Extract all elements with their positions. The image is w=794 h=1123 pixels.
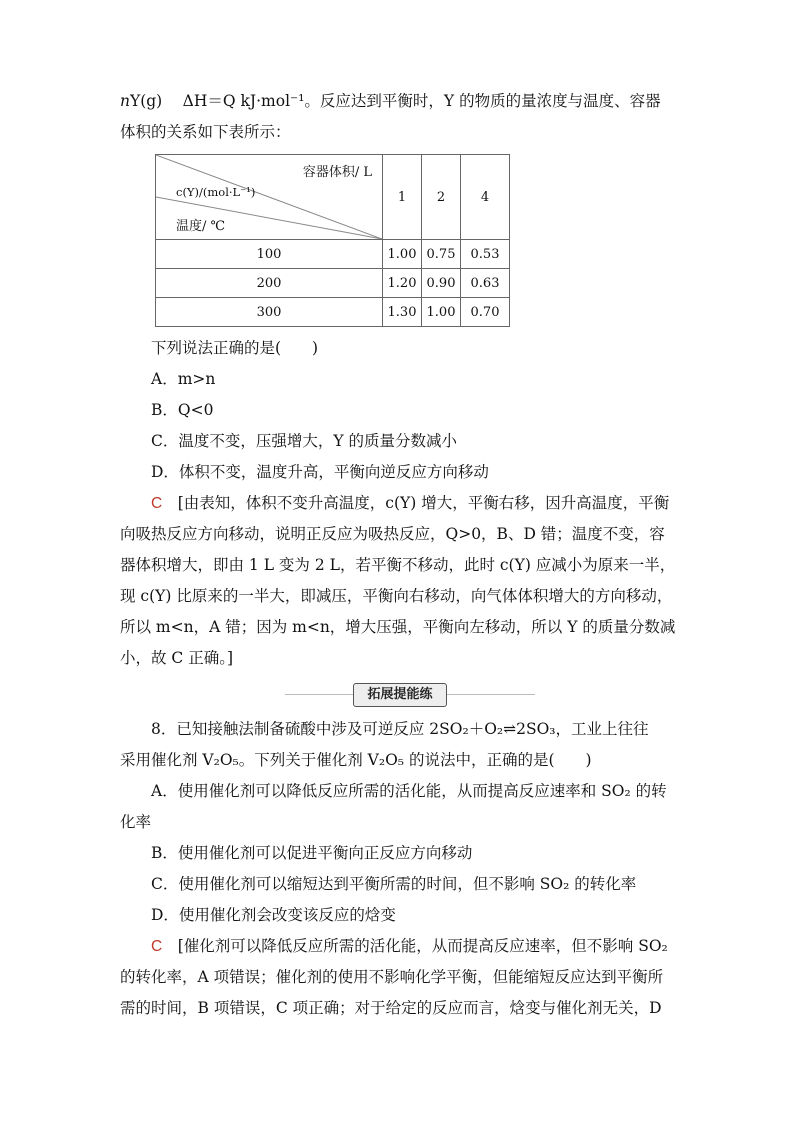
value-cell: 1.00 <box>422 298 461 327</box>
q8-option-c: C．使用催化剂可以缩短达到平衡所需的时间，但不影响 SO₂ 的转化率 <box>151 875 637 893</box>
q7-option-b: B．Q<0 <box>151 401 214 419</box>
section-divider <box>120 678 680 710</box>
value-cell: 0.75 <box>422 240 461 269</box>
value-cell: 1.30 <box>383 298 422 327</box>
table-diagonal-header <box>156 155 383 240</box>
section-badge: 拓展提能练 <box>353 683 447 707</box>
intro-line-1: nY(g) ΔH＝Q kJ·mol⁻¹。反应达到平衡时，Y 的物质的量浓度与温度、容器 <box>120 92 661 110</box>
header-temperature: 温度/ ℃ <box>176 219 226 234</box>
volume-col-4: 4 <box>461 155 510 240</box>
volume-col-2: 2 <box>422 155 461 240</box>
q8-stem-line-2: 采用催化剂 V₂O₅。下列关于催化剂 V₂O₅ 的说法中，正确的是( ) <box>120 751 592 769</box>
value-cell: 1.00 <box>383 240 422 269</box>
temp-cell: 200 <box>156 269 383 298</box>
q7-explanation-line: 向吸热反应方向移动，说明正反应为吸热反应，Q>0，B、D 错；温度不变，容 <box>120 525 665 543</box>
q8-option-d: D．使用催化剂会改变该反应的焓变 <box>151 906 396 924</box>
q7-stem: 下列说法正确的是( ) <box>151 339 319 357</box>
q8-explanation-line: 的转化率，A 项错误；催化剂的使用不影响化学平衡，但能缩短反应达到平衡所 <box>120 968 664 986</box>
value-cell: 0.53 <box>461 240 510 269</box>
q7-explanation-line: 小，故 C 正确。] <box>120 649 234 667</box>
q7-explanation-line: C [由表知，体积不变升高温度，c(Y) 增大，平衡右移，因升高温度，平衡 <box>151 494 670 512</box>
q8-answer-letter: C <box>151 938 163 955</box>
intro-line-2: 体积的关系如下表所示： <box>120 123 291 141</box>
q7-explanation-line: 现 c(Y) 比原来的一半大，即减压，平衡向右移动，向气体体积增大的方向移动， <box>120 587 673 605</box>
q7-option-d: D．体积不变，温度升高，平衡向逆反应方向移动 <box>151 463 489 481</box>
equilibrium-table-wrap <box>155 154 680 327</box>
q8-option-a-cont: 化率 <box>120 813 152 831</box>
q7-answer-letter: C <box>151 495 163 512</box>
q7-option-c: C．温度不变，压强增大，Y 的质量分数减小 <box>151 432 458 450</box>
value-cell: 0.70 <box>461 298 510 327</box>
q7-explanation-line: 器体积增大，即由 1 L 变为 2 L，若平衡不移动，此时 c(Y) 应减小为原来一半， <box>120 556 676 574</box>
value-cell: 0.90 <box>422 269 461 298</box>
table-row <box>156 240 510 269</box>
document-page <box>120 86 680 1024</box>
header-volume: 容器体积/ L <box>302 165 372 180</box>
value-cell: 1.20 <box>383 269 422 298</box>
table-row <box>156 269 510 298</box>
equilibrium-table <box>155 154 510 327</box>
q7-explanation-line: 所以 m<n，A 错；因为 m<n，增大压强，平衡向左移动，所以 Y 的质量分数减 <box>120 618 676 636</box>
table-row <box>156 298 510 327</box>
q8-option-b: B．使用催化剂可以促进平衡向正反应方向移动 <box>151 844 473 862</box>
divider-rule-left <box>285 694 353 695</box>
var-n: n <box>120 92 130 110</box>
q8-option-a: A．使用催化剂可以降低反应所需的活化能，从而提高反应速率和 SO₂ 的转 <box>151 782 667 800</box>
q8-stem-line-1: 8．已知接触法制备硫酸中涉及可逆反应 2SO₂＋O₂⇌2SO₃，工业上往往 <box>151 720 649 738</box>
temp-cell: 300 <box>156 298 383 327</box>
divider-rule-right <box>447 694 535 695</box>
q8-explanation-line: C [催化剂可以降低反应所需的活化能，从而提高反应速率，但不影响 SO₂ <box>151 937 668 955</box>
q7-option-a: A．m>n <box>151 370 216 388</box>
header-concentration: c(Y)/(mol·L⁻¹) <box>176 185 256 199</box>
value-cell: 0.63 <box>461 269 510 298</box>
q8-explanation-line: 需的时间，B 项错误，C 项正确；对于给定的反应而言，焓变与催化剂无关，D <box>120 999 662 1017</box>
temp-cell: 100 <box>156 240 383 269</box>
volume-col-1: 1 <box>383 155 422 240</box>
